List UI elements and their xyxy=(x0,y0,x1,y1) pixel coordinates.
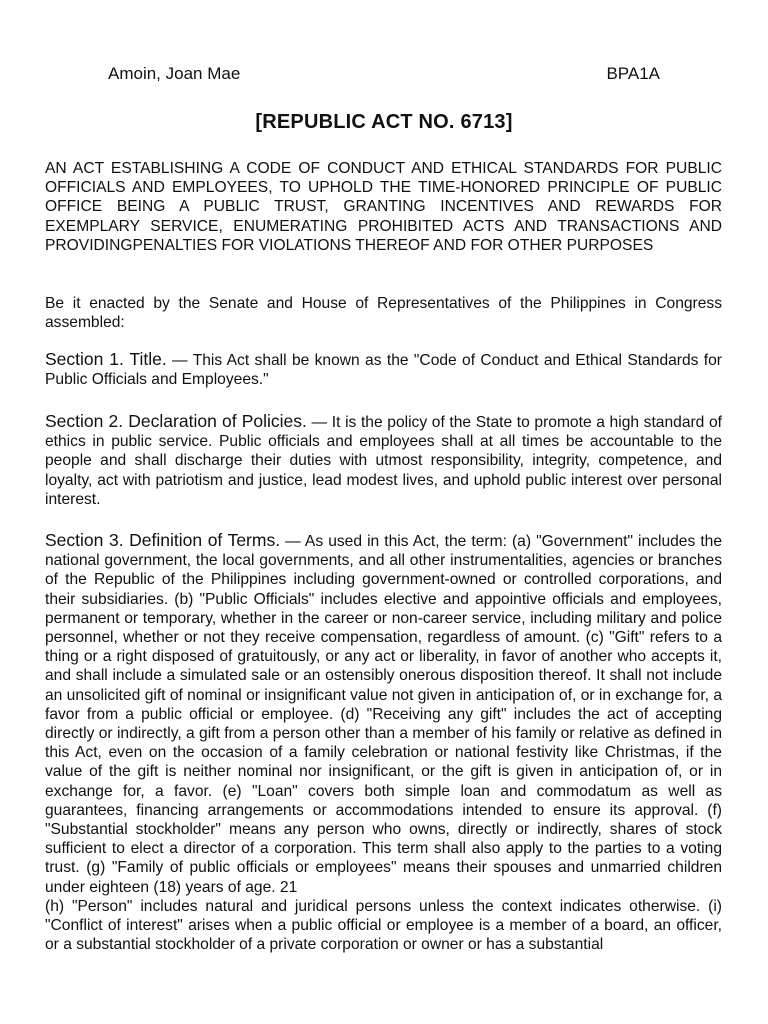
author-name: Amoin, Joan Mae xyxy=(108,64,241,83)
section-3-heading: Section 3. Definition of Terms. xyxy=(45,531,281,550)
section-1-text: — This Act shall be known as the "Code of Conduct and Ethical Standards for Public Officials and Employees." xyxy=(45,352,722,389)
class-section: BPA1A xyxy=(606,64,660,83)
section-3-continuation: (h) "Person" includes natural and juridical persons unless the context indicates otherwise. (i) "Conflict of interest" arises when a public official or employee is a member of a board, an officer, or a substantial stockholder of a private corporation or owner or has a substantial xyxy=(45,897,722,954)
section-1 xyxy=(45,350,722,389)
section-2 xyxy=(45,412,722,509)
act-long-title: AN ACT ESTABLISHING A CODE OF CONDUCT AND ETHICAL STANDARDS FOR PUBLIC OFFICIALS AND EMPLOYEES, TO UPHOLD THE TIME-HONORED PRINCIPLE OF PUBLIC OFFICE BEING A PUBLIC TRUST, GRANTING INCENTIVES AND REWARDS FOR EXEMPLARY SERVICE, ENUMERATING PROHIBITED ACTS AND TRANSACTIONS AND PROVIDINGPENALTIES FOR VIOLATIONS THEREOF AND FOR OTHER PURPOSES xyxy=(45,160,722,254)
enacting-clause: Be it enacted by the Senate and House of Representatives of the Philippines in Congress assembled: xyxy=(45,295,722,332)
section-3 xyxy=(45,531,722,1014)
header-row xyxy=(108,64,660,88)
section-1-heading: Section 1. Title. xyxy=(45,349,167,369)
section-2-text: — It is the policy of the State to promote a high standard of ethics in public service. Public officials and employees shall at all times be accountable to the people and shall discharge their duties with utmost responsibility, integrity, competence, and loyalty, act with patriotism and justice, lead modest lives, and uphold public interest over personal interest. xyxy=(45,414,722,508)
document-title: [REPUBLIC ACT NO. 6713] xyxy=(255,111,513,133)
section-3-paragraph xyxy=(45,531,722,897)
section-3-text: — As used in this Act, the term: (a) "Government" includes the national government, the local governments, and all other instrumentalities, agencies or branches of the Republic of the Philippines including government-owned or controlled corporations, and their subsidiaries. (b) "Public Officials" includes elective and appointive officials and employees, permanent or temporary, whether in the career or non-career service, including military and police personnel, whether or not they receive compensation, regardless of amount. (c) "Gift" refers to a thing or a right disposed of gratuitously, or any act or liberality, in favor of another who accepts it, and shall include a simulated sale or an ostensibly onerous disposition thereof. It shall not include an unsolicited gift of nominal or insignificant value not given in anticipation of, or in exchange for, a favor from a public official or employee. (d) "Receiving any gift" includes the act of accepting directly or indirectly, a gift from a person other than a member of his family or relative as defined in this Act, even on the occasion of a family celebration or national festivity like Christmas, if the value of the gift is neither nominal nor insignificant, or the gift is given in anticipation of, or in exchange for, a favor. (e) "Loan" covers both simple loan and commodatum as well as guarantees, financing arrangements or accommodations intended to ensure its approval. (f) "Substantial stockholder" means any person who owns, directly or indirectly, shares of stock sufficient to elect a director of a corporation. This term shall also apply to the parties to a voting trust. (g) "Family of public officials or employees" means their spouses and unmarried children under eighteen (18) years of age. 21 xyxy=(45,533,722,896)
section-2-heading: Section 2. Declaration of Policies. xyxy=(45,411,307,431)
